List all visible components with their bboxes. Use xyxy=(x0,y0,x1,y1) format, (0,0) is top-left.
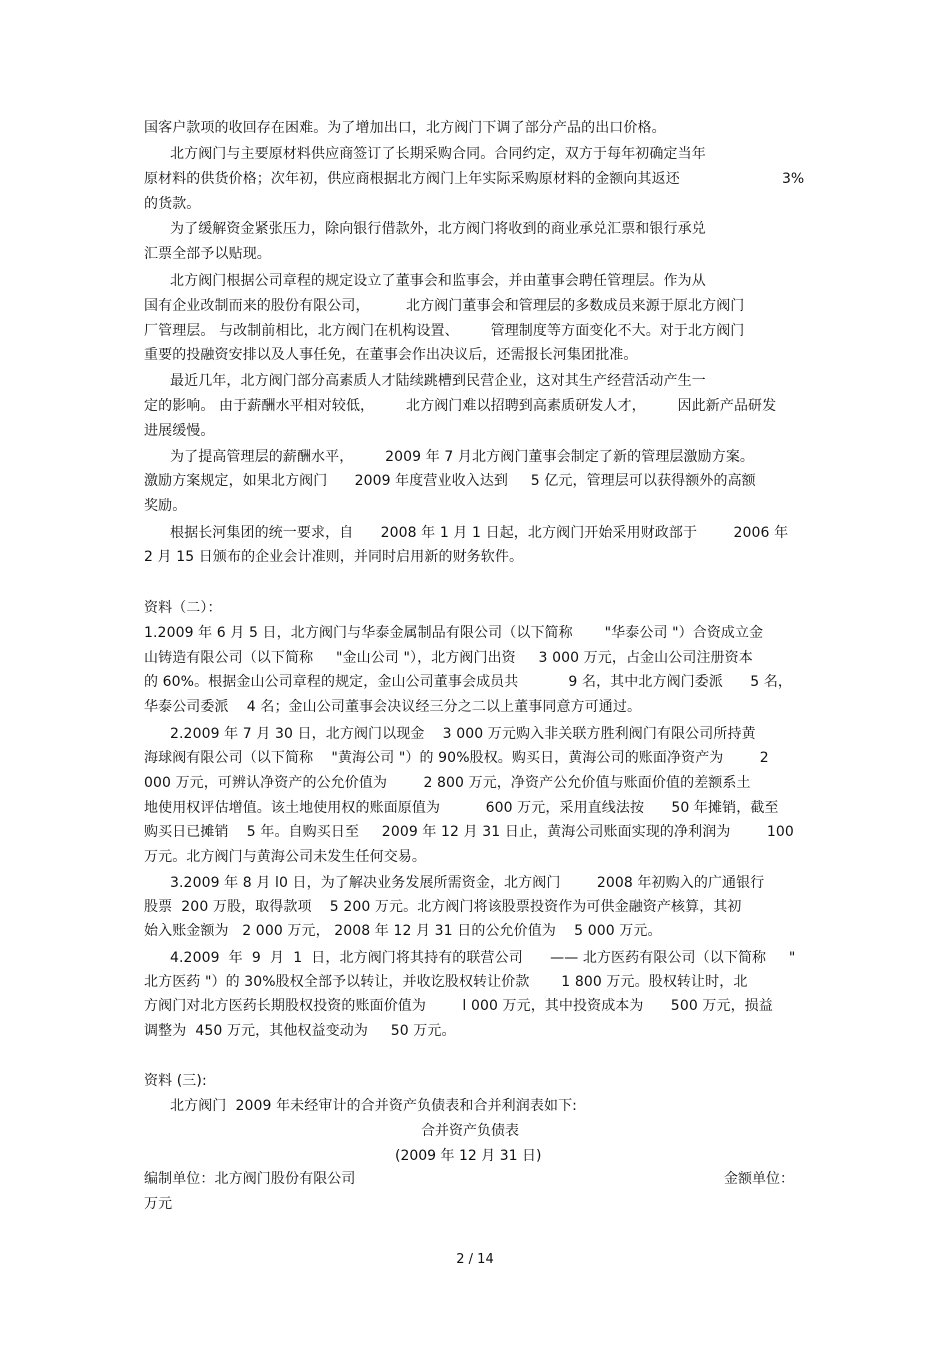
section-heading: 资料 (三): xyxy=(144,1073,207,1089)
paragraph-line: 汇票全部予以贴现。 xyxy=(144,246,271,262)
paragraph-line: 购买日已摊销 5 年。自购买日至 2009 年 12 月 31 日止，黄海公司账面实现的净利润为 100 xyxy=(144,824,794,840)
paragraph-line: 为了缓解资金紧张压力，除向银行借款外，北方阀门将收到的商业承兑汇票和银行承兑 xyxy=(170,221,706,237)
paragraph-line: 根据长河集团的统一要求，自 2008 年 1 月 1 日起，北方阀门开始采用财政部于 2006 年 xyxy=(170,525,789,541)
paragraph-line: 国客户款项的收回存在困难。为了增加出口，北方阀门下调了部分产品的出口价格。 xyxy=(144,120,666,136)
paragraph-line: 海球阀有限公司（以下简称 "黄海公司 "）的 90%股权。购买日，黄海公司的账面净资产为 2 xyxy=(144,750,769,766)
paragraph-line: 北方阀门与主要原材料供应商签订了长期采购合同。合同约定，双方于每年初确定当年 xyxy=(170,146,706,162)
paragraph-line: 定的影响。 由于薪酬水平相对较低， 北方阀门难以招聘到高素质研发人才， 因此新产品研发 xyxy=(144,398,777,414)
amount-unit-label: 金额单位： xyxy=(724,1171,794,1187)
paragraph-line: 000 万元，可辨认净资产的公允价值为 2 800 万元，净资产公允价值与账面价值的差额系土 xyxy=(144,775,751,791)
paragraph-line: 调整为 450 万元，其他权益变动为 50 万元。 xyxy=(144,1023,456,1039)
paragraph-line: 北方阀门 2009 年未经审计的合并资产负债表和合并利润表如下: xyxy=(170,1098,577,1114)
table-title: 合并资产负债表 xyxy=(421,1123,519,1139)
paragraph-line: 方阀门对北方医药长期股权投资的账面价值为 l 000 万元，其中投资成本为 500 万元，损益 xyxy=(144,998,773,1014)
paragraph-line: 股票 200 万股，取得款项 5 200 万元。北方阀门将该股票投资作为可供金融资产核算，其初 xyxy=(144,899,742,915)
paragraph-line: 2 月 15 日颁布的企业会计准则，并同时启用新的财务软件。 xyxy=(144,549,524,565)
paragraph-line: 始入账金额为 2 000 万元， 2008 年 12 月 31 日的公允价值为 5 000 万元。 xyxy=(144,923,662,939)
paragraph-line: 原材料的供货价格；次年初，供应商根据北方阀门上年实际采购原材料的金额向其返还 xyxy=(144,171,680,187)
paragraph-line: 最近几年，北方阀门部分高素质人才陆续跳槽到民营企业，这对其生产经营活动产生一 xyxy=(170,373,706,389)
paragraph-line: 国有企业改制而来的股份有限公司， 北方阀门董事会和管理层的多数成员来源于原北方阀门 xyxy=(144,298,745,314)
compiling-unit: 编制单位：北方阀门股份有限公司 xyxy=(144,1171,356,1187)
paragraph-line: 北方医药 "）的 30%股权全部予以转让，并收讫股权转让价款 1 800 万元。股权转让时，北 xyxy=(144,974,748,990)
paragraph-line: 进展缓慢。 xyxy=(144,423,215,439)
paragraph-line: 北方阀门根据公司章程的规定设立了董事会和监事会，并由董事会聘任管理层。作为从 xyxy=(170,273,706,289)
table-date: (2009 年 12 月 31 日) xyxy=(395,1148,542,1164)
paragraph-line: 地使用权评估增值。该土地使用权的账面原值为 600 万元，采用直线法按 50 年摊销，截至 xyxy=(144,800,779,816)
paragraph-line: 奖励。 xyxy=(144,498,187,514)
paragraph-line: 1.2009 年 6 月 5 日，北方阀门与华泰金属制品有限公司（以下简称 "华泰公司 "）合资成立金 xyxy=(144,625,764,641)
paragraph-line: 山铸造有限公司（以下简称 "金山公司 "），北方阀门出资 3 000 万元，占金山公司注册资本 xyxy=(144,650,753,666)
amount-unit-value: 万元 xyxy=(144,1196,173,1212)
percent-value: 3% xyxy=(782,171,805,187)
paragraph-line: 3.2009 年 8 月 l0 日，为了解决业务发展所需资金，北方阀门 2008 年初购入的广通银行 xyxy=(170,875,765,891)
section-heading: 资料（二）： xyxy=(144,600,222,616)
paragraph-line: 4.2009 年 9 月 1 日，北方阀门将其持有的联营公司 —— 北方医药有限公司（以下简称 " xyxy=(170,950,796,966)
paragraph-line: 为了提高管理层的薪酬水平， 2009 年 7 月北方阀门董事会制定了新的管理层激励方案。 xyxy=(170,449,755,465)
paragraph-line: 的货款。 xyxy=(144,196,201,212)
paragraph-line: 的 60%。根据金山公司章程的规定，金山公司董事会成员共 9 名，其中北方阀门委派 5 名， xyxy=(144,674,793,690)
paragraph-line: 激励方案规定，如果北方阀门 2009 年度营业收入达到 5 亿元，管理层可以获得额外的高额 xyxy=(144,473,756,489)
paragraph-line: 2.2009 年 7 月 30 日，北方阀门以现金 3 000 万元购入非关联方胜利阀门有限公司所持黄 xyxy=(170,726,756,742)
paragraph-line: 厂管理层。 与改制前相比，北方阀门在机构设置、 管理制度等方面变化不大。对于北方阀门 xyxy=(144,323,745,339)
page-number: 2 / 14 xyxy=(456,1252,494,1267)
paragraph-line: 华泰公司委派 4 名；金山公司董事会决议经三分之二以上董事同意方可通过。 xyxy=(144,699,642,715)
paragraph-line: 万元。北方阀门与黄海公司未发生任何交易。 xyxy=(144,849,426,865)
paragraph-line: 重要的投融资安排以及人事任免，在董事会作出决议后，还需报长河集团批准。 xyxy=(144,347,638,363)
